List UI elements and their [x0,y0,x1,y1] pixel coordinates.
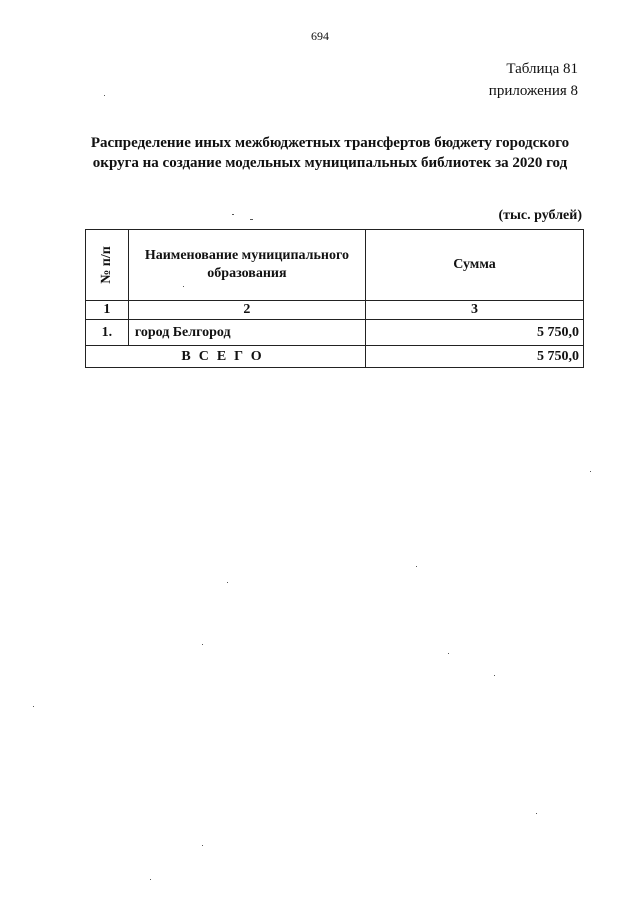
scan-speck [183,286,184,287]
column-index-1: 1 [86,301,129,320]
header-name-cell [128,230,365,301]
column-index-row [86,301,584,320]
scan-speck [227,582,228,583]
scan-speck [590,471,591,472]
scan-speck [416,566,417,567]
scan-speck [33,706,34,707]
scan-speck [536,813,537,814]
header-name-line-2: образования [207,266,287,281]
table-reference-line-1: Таблица 81 [506,61,578,77]
row-number: 1. [86,320,129,346]
scan-speck [150,879,151,880]
header-number-label: № п/п [98,246,114,284]
header-name-line-1: Наименование муниципального [144,248,349,263]
header-sum-cell [366,230,584,301]
document-title [60,133,600,173]
header-sum-label: Сумма [453,257,496,272]
table-row [86,320,584,346]
document-title-line-2: округа на создание модельных муниципальных библиотек за 2020 год [92,155,568,171]
scan-speck [104,95,105,96]
column-index-2: 2 [128,301,365,320]
scan-speck [250,219,253,220]
column-index-3: 3 [366,301,584,320]
scan-speck [494,675,495,676]
row-municipality-name: город Белгород [128,320,365,346]
row-sum: 5 750,0 [366,320,584,346]
page-number: 694 [311,29,329,43]
total-label: ВСЕГО [86,346,366,368]
scan-speck [448,653,449,654]
table-reference-line-2: приложения 8 [488,83,578,99]
table-reference [489,58,578,102]
total-row [86,346,584,368]
total-sum: 5 750,0 [366,346,584,368]
budget-table [85,229,584,368]
scan-speck [202,845,203,846]
table-header-row [86,230,584,301]
scan-speck [202,644,203,645]
document-title-line-1: Распределение иных межбюджетных трансфертов бюджету городского [90,135,570,151]
units-label: (тыс. рублей) [498,208,582,223]
scan-speck [232,214,234,215]
header-number-cell [86,230,129,301]
